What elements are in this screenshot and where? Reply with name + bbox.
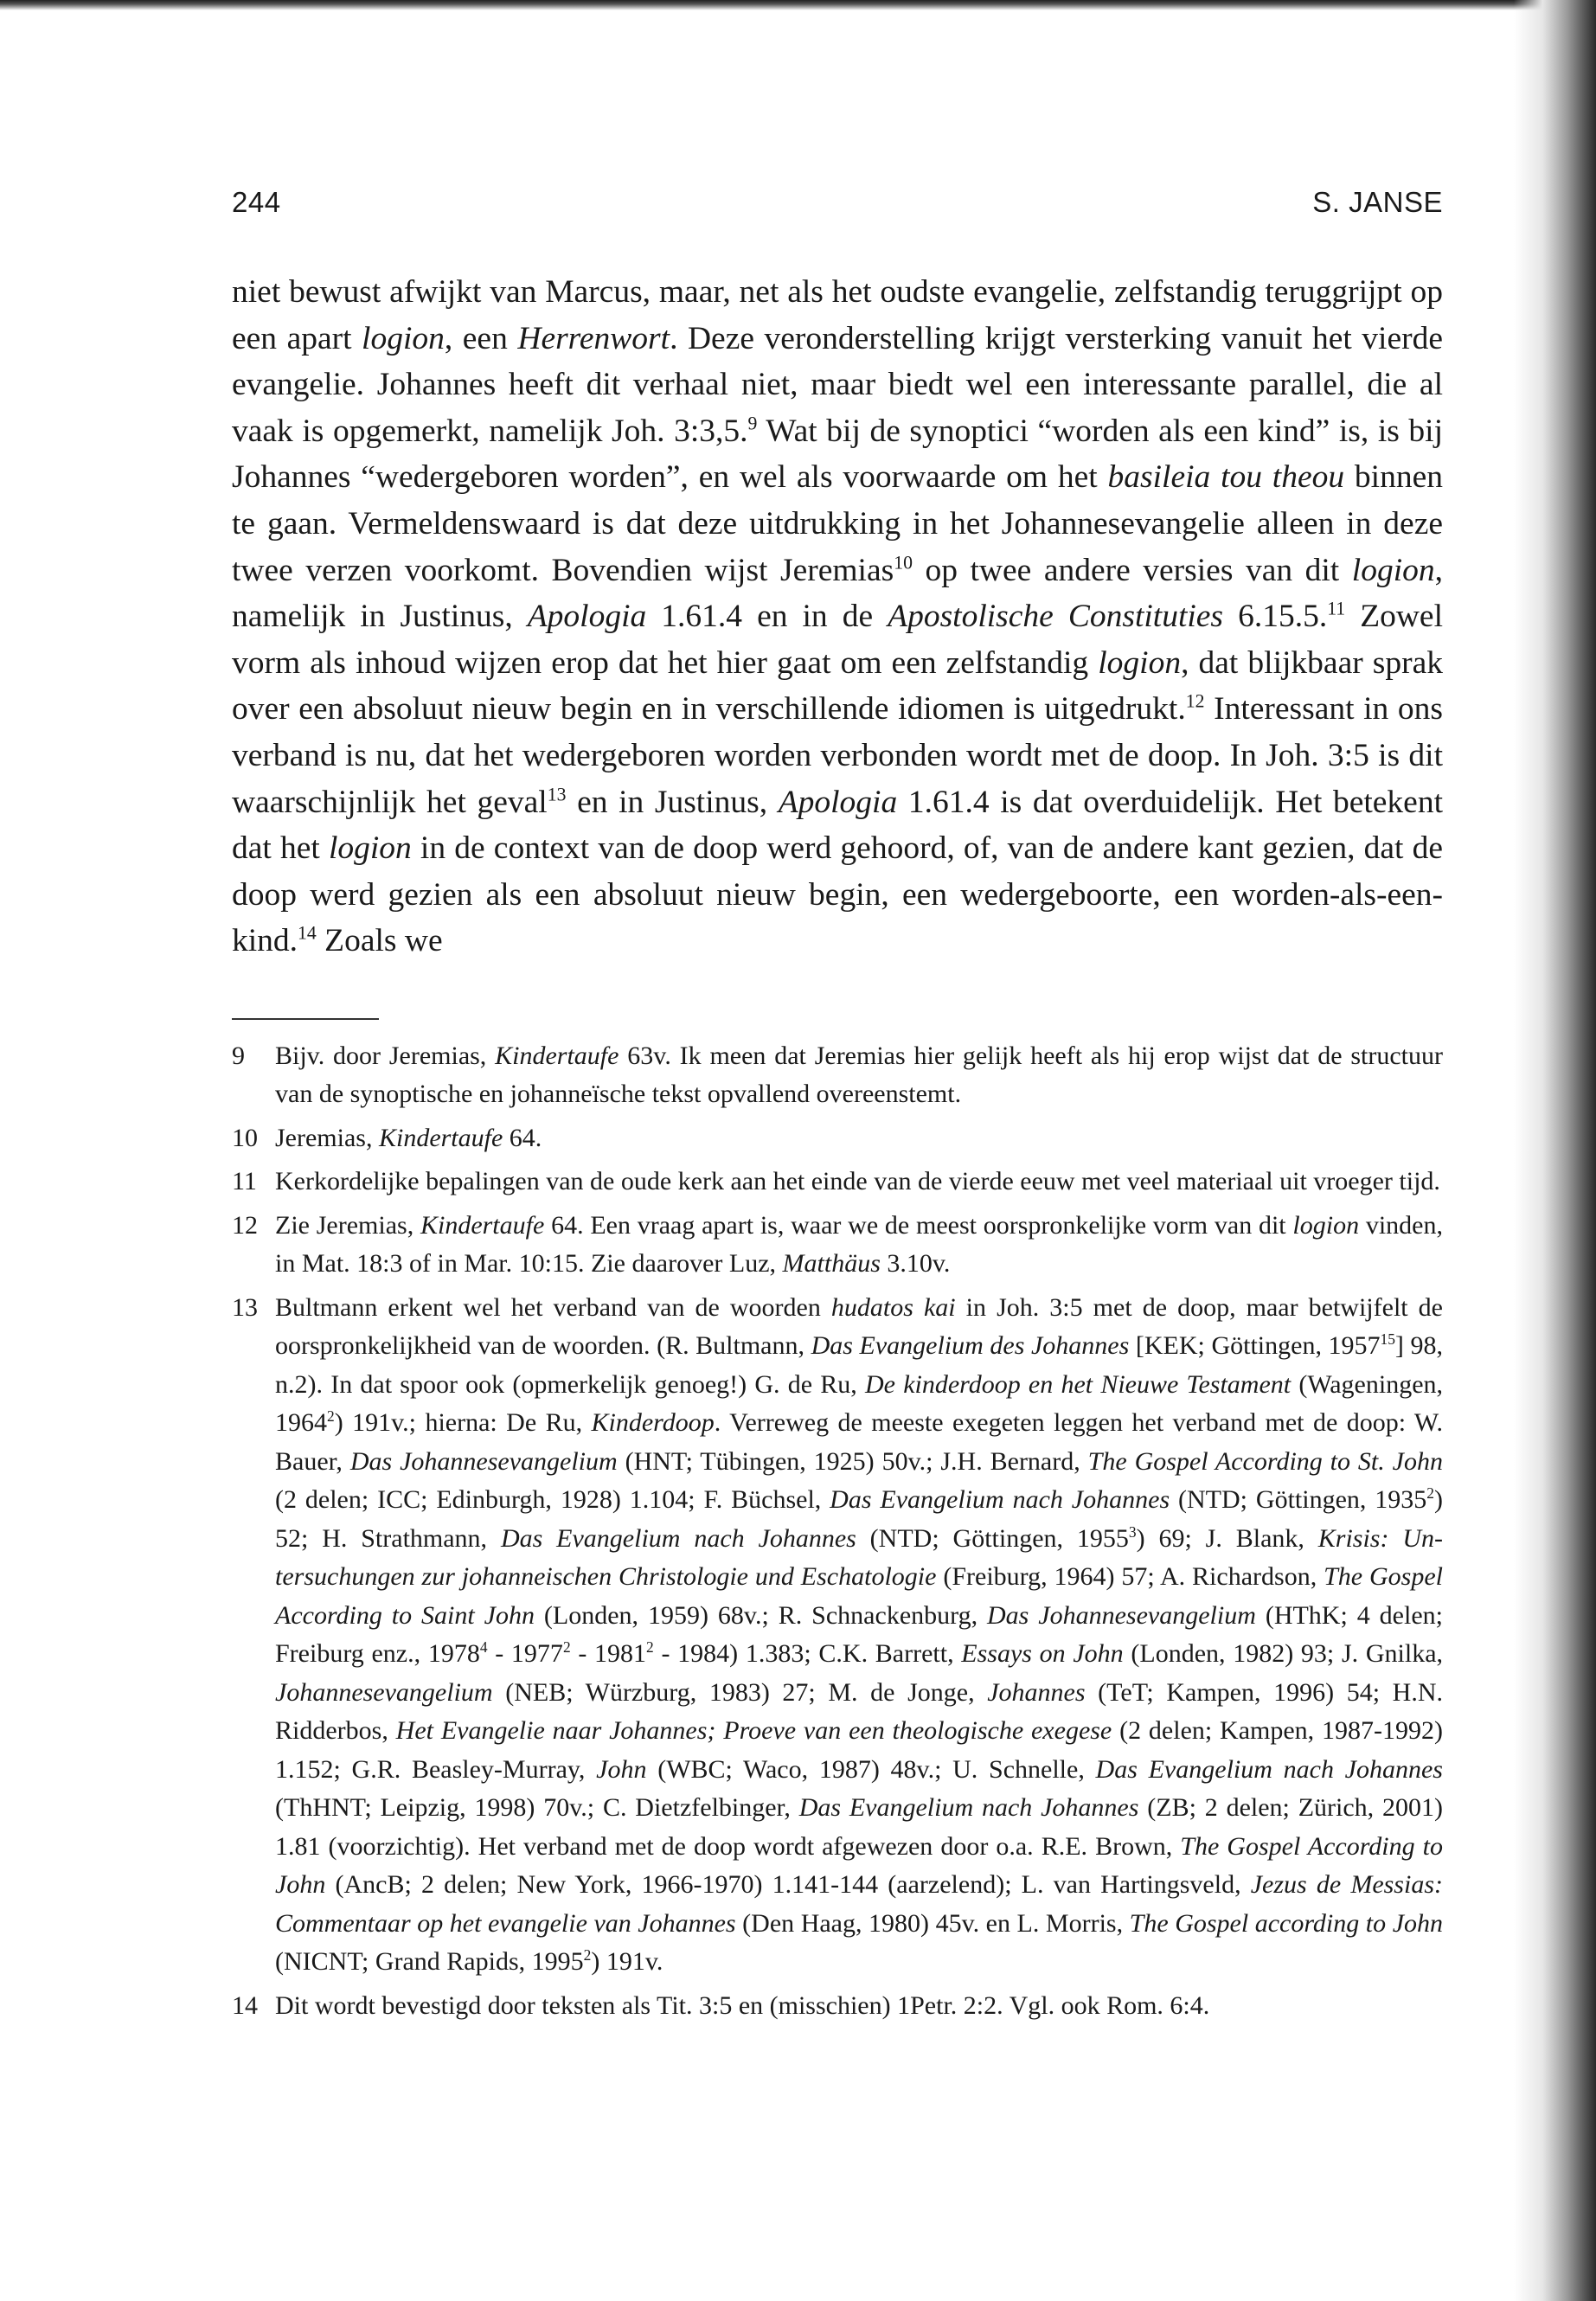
footnote-number: 12 xyxy=(232,1210,258,1240)
text-run: (TeT; Kampen, 1996) 54; H.N. Ridderbos, xyxy=(275,1677,1443,1746)
text-run: Wat bij de synoptici “worden als een kind” is, is bij Johannes “wedergeboren worden”, en wel als voorwaarde om het xyxy=(232,413,1444,496)
italic-text: Apostolische Constituties xyxy=(888,599,1224,635)
running-head xyxy=(232,186,1443,219)
italic-text: Das Evangelium nach Johannes xyxy=(500,1523,856,1553)
italic-text: Jezus de Messias: Commentaar op het evangelie van Johannes xyxy=(275,1870,1443,1938)
italic-text: Matthäus xyxy=(782,1249,881,1279)
text-run: Interessant in ons verband is nu, dat het wedergeboren worden verbonden wordt met de doop. In Joh. 3:5 is dit waarschijnlijk het geval xyxy=(232,691,1443,820)
text-run: Dit wordt bevestigd door teksten als Tit. 3:5 en (misschien) 1Petr. 2:2. Vgl. ook Rom. 6:4. xyxy=(275,1990,1210,2020)
italic-text: Das Evangelium nach Johannes xyxy=(798,1793,1139,1823)
italic-text: basileia tou theou xyxy=(1107,459,1345,496)
text-run: Bijv. door Jeremias, xyxy=(275,1041,496,1070)
italic-text: Herrenwort xyxy=(517,320,670,356)
italic-text: The Gospel According to St. John xyxy=(1087,1446,1443,1476)
italic-text: Das Evangelium des Johannes xyxy=(811,1331,1130,1361)
text-run: - 1981 xyxy=(570,1639,647,1669)
italic-text: Apologia xyxy=(527,599,647,635)
text-run: 1.61.4 en in de xyxy=(646,599,888,635)
text-run: 3.10v. xyxy=(880,1249,951,1279)
footnote-ref: 9 xyxy=(747,413,758,434)
italic-text: Kindertaufe xyxy=(495,1041,619,1070)
footnote-ref: 4 xyxy=(479,1638,488,1657)
footnote xyxy=(232,1119,1443,1158)
text-run: 6.15.5. xyxy=(1223,599,1328,635)
text-run: ) 191v. xyxy=(591,1947,663,1977)
scan-edge-top xyxy=(0,0,1596,10)
text-run: (Wageningen, 1964 xyxy=(275,1369,1444,1438)
footnote-number: 13 xyxy=(232,1292,258,1322)
text-run: , dat blijkbaar sprak over een absoluut nieuw begin en in verschillende idiomen is uitgedrukt. xyxy=(232,644,1443,727)
footnote-ref: 2 xyxy=(583,1946,592,1965)
footnote-ref: 15 xyxy=(1380,1330,1395,1349)
text-run: (NTD; Göttingen, 1935 xyxy=(1170,1485,1427,1515)
text-run: (ZB; 2 delen; Zürich, 2001) 1.81 (voorzichtig). Het verband met de doop wordt afgewezen door o.a. R.E. Brown, xyxy=(275,1793,1443,1861)
italic-text: Het Evangelie naar Johannes; Proeve van een theologische exegese xyxy=(395,1716,1112,1746)
footnote-ref: 2 xyxy=(1426,1484,1434,1503)
footnote-separator xyxy=(232,1018,379,1020)
text-run: Zoals we xyxy=(316,923,443,959)
text-run: niet bewust afwijkt van Marcus, maar, net als het oudste evangelie, zelfstandig teruggrijpt op een apart xyxy=(232,274,1443,356)
italic-text: Das Johannesevangelium xyxy=(349,1446,618,1476)
text-run: (Den Haag, 1980) 45v. en L. Morris, xyxy=(735,1908,1130,1938)
text-run: 64. xyxy=(503,1123,542,1152)
text-run: (ThHNT; Leipzig, 1998) 70v.; C. Dietzfelbinger, xyxy=(275,1793,799,1823)
running-head-author: S. JANSE xyxy=(1312,186,1443,218)
text-run: in Joh. 3:5 met de doop, maar betwijfelt de oorspronkelijkheid van de woorden. (R. Bultmann, xyxy=(275,1292,1443,1361)
footnote xyxy=(232,1163,1443,1202)
footnote-text xyxy=(275,1037,1443,1114)
italic-text: logion xyxy=(1351,552,1435,588)
footnote-ref: 13 xyxy=(547,784,567,805)
italic-text: Das Johannesevangelium xyxy=(987,1600,1256,1630)
text-run: (WBC; Waco, 1987) 48v.; U. Schnelle, xyxy=(646,1754,1096,1784)
text-run: 64. Een vraag apart is, waar we de meest oorspronkelijke vorm van dit xyxy=(544,1210,1293,1240)
text-run: 1.61.4 is dat overduidelijk. Het betekent dat het xyxy=(232,784,1443,867)
italic-text: The Gospel According to Saint John xyxy=(275,1562,1443,1630)
footnote-number: 11 xyxy=(232,1167,257,1196)
text-run: (AncB; 2 delen; New York, 1966-1970) 1.141-144 (aarzelend); L. van Hartingsveld, xyxy=(325,1870,1251,1900)
footnote-ref: 2 xyxy=(562,1638,571,1657)
footnote-text xyxy=(275,1289,1443,1982)
text-run: (HNT; Tübingen, 1925) 50v.; J.H. Bernard, xyxy=(617,1446,1088,1476)
text-run: (Freiburg, 1964) 57; A. Richardson, xyxy=(936,1562,1324,1592)
italic-text: Kinderdoop xyxy=(591,1408,715,1438)
text-run: Kerkordelijke bepalingen van de oude kerk aan het einde van de vierde eeuw met veel materiaal uit vroeger tijd. xyxy=(275,1167,1440,1196)
footnote-ref: 10 xyxy=(894,552,913,574)
footnote-ref: 2 xyxy=(646,1638,654,1657)
italic-text: Kindertaufe xyxy=(420,1210,545,1240)
italic-text: logion xyxy=(1292,1210,1360,1240)
footnote-number: 9 xyxy=(232,1041,245,1070)
text-run: en in Justinus, xyxy=(566,784,779,820)
text-run: (Londen, 1982) 93; J. Gnilka, xyxy=(1123,1639,1444,1669)
text-run: (Londen, 1959) 68v.; R. Schnackenburg, xyxy=(534,1600,988,1630)
italic-text: logion xyxy=(328,830,412,867)
italic-text: Johannes xyxy=(987,1677,1086,1707)
italic-text: The Gospel According to John xyxy=(275,1831,1443,1900)
footnote-text xyxy=(275,1207,1443,1284)
text-run: (2 delen; Kampen, 1987-1992) 1.152; G.R. Beasley-Murray, xyxy=(275,1716,1443,1784)
italic-text: Johannesevangelium xyxy=(275,1677,493,1707)
text-run: (NTD; Göttingen, 1955 xyxy=(856,1523,1129,1553)
italic-text: logion xyxy=(362,320,445,356)
text-run: [KEK; Göttingen, 1957 xyxy=(1129,1331,1381,1361)
text-run: , namelijk in Justinus, xyxy=(232,552,1443,635)
italic-text: hudatos kai xyxy=(830,1292,956,1322)
footnotes xyxy=(232,1037,1443,2026)
text-run: Zie Jeremias, xyxy=(275,1210,420,1240)
italic-text: Essays on John xyxy=(961,1639,1124,1669)
text-run: binnen te gaan. Vermeldenswaard is dat deze uitdrukking in het Johannesevangelie alleen in deze twee verzen voorkomt. Bovendien wijst Jeremias xyxy=(232,459,1443,588)
italic-text: The Gospel according to John xyxy=(1129,1908,1444,1938)
text-run: ) 52; H. Strathmann, xyxy=(275,1485,1443,1553)
footnote-ref: 12 xyxy=(1185,690,1205,712)
text-run: Jeremias, xyxy=(275,1123,379,1152)
italic-text: John xyxy=(596,1754,647,1784)
text-run: Zowel vorm als inhoud wijzen erop dat het hier gaat om een zelfstandig xyxy=(232,599,1443,681)
main-text xyxy=(232,269,1443,965)
text-run: 63v. Ik meen dat Jeremias hier gelijk heeft als hij erop wijst dat de structuur van de synoptische en johanneïsche tekst opvallend overeenstemt. xyxy=(275,1041,1443,1109)
footnote-text xyxy=(275,1163,1443,1202)
italic-text: De kinderdoop en het Nieuwe Testament xyxy=(865,1369,1292,1399)
footnote-ref: 2 xyxy=(327,1407,335,1426)
italic-text: Apologia xyxy=(778,784,898,820)
text-run: op twee andere versies van dit xyxy=(912,552,1352,588)
text-run: (NICNT; Grand Rapids, 1995 xyxy=(275,1947,584,1977)
text-run: , een xyxy=(444,320,518,356)
footnote xyxy=(232,1987,1443,2026)
italic-text: Krisis: Untersuchungen zur johanneischen Christologie und Eschatologie xyxy=(275,1523,1443,1592)
footnote xyxy=(232,1289,1443,1982)
footnote-text xyxy=(275,1987,1443,2026)
body-paragraph xyxy=(232,269,1443,965)
italic-text: Das Evangelium nach Johannes xyxy=(1095,1754,1443,1784)
text-run: (2 delen; ICC; Edinburgh, 1928) 1.104; F. Büchsel, xyxy=(275,1485,830,1515)
footnote xyxy=(232,1037,1443,1114)
text-run: vinden, in Mat. 18:3 of in Mar. 10:15. Zie daarover Luz, xyxy=(275,1210,1443,1279)
text-run: . Deze veronderstelling krijgt versterking vanuit het vierde evangelie. Johannes heeft dit verhaal niet, maar biedt wel een interessante parallel, die al vaak is opgemerkt, namelijk Joh. 3:3,5. xyxy=(232,320,1443,449)
text-run: - 1977 xyxy=(487,1639,563,1669)
footnote-ref: 14 xyxy=(298,922,317,944)
page-number: 244 xyxy=(232,186,281,218)
italic-text: Kindertaufe xyxy=(378,1123,503,1152)
italic-text: logion xyxy=(1098,644,1182,681)
text-run: in de context van de doop werd gehoord, of, van de andere kant gezien, dat de doop werd gezien als een absoluut nieuw begin, een wedergeboorte, een worden-als-een-kind. xyxy=(232,830,1443,959)
footnote-number: 14 xyxy=(232,1990,258,2020)
text-run: (HThK; 4 delen; Freiburg enz., 1978 xyxy=(275,1600,1443,1669)
book-page xyxy=(232,186,1443,2030)
footnote-text xyxy=(275,1119,1443,1158)
footnote-number: 10 xyxy=(232,1123,258,1152)
text-run: ] 98, n.2). In dat spoor ook (opmerkelijk genoeg!) G. de Ru, xyxy=(275,1331,1443,1399)
italic-text: Das Evangelium nach Johannes xyxy=(830,1485,1170,1515)
text-run: - 1984) 1.383; C.K. Barrett, xyxy=(653,1639,962,1669)
footnote xyxy=(232,1207,1443,1284)
text-run: ) 191v.; hierna: De Ru, xyxy=(334,1408,592,1438)
footnote-ref: 11 xyxy=(1327,598,1346,619)
text-run: ) 69; J. Blank, xyxy=(1136,1523,1318,1553)
text-run: . Verreweg de meeste exegeten leggen het verband met de doop: W. Bauer, xyxy=(275,1408,1443,1476)
scan-edge-right xyxy=(1514,0,1596,2301)
footnote-ref: 3 xyxy=(1128,1522,1137,1541)
text-run: (NEB; Würzburg, 1983) 27; M. de Jonge, xyxy=(492,1677,988,1707)
text-run: Bultmann erkent wel het verband van de woorden xyxy=(275,1292,831,1322)
